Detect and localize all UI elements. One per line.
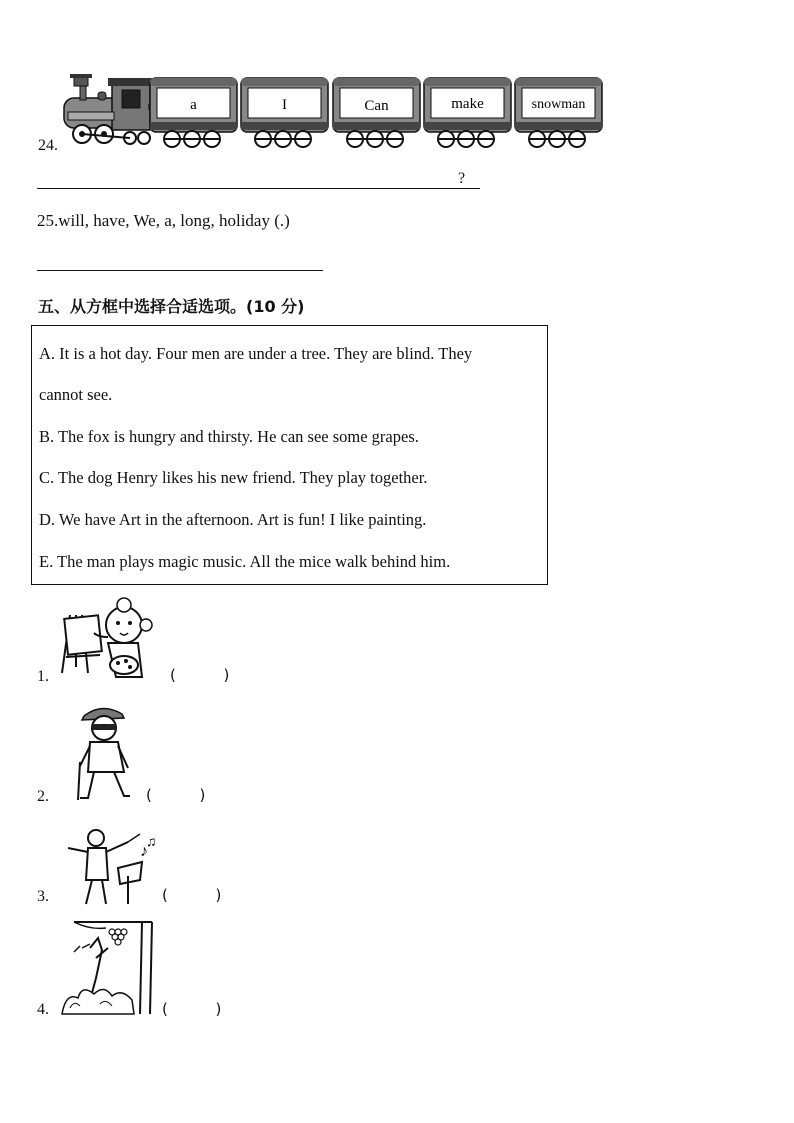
q24-question-mark: ?	[458, 170, 466, 187]
item-1-answer[interactable]: ( )	[170, 666, 230, 684]
train-car-5	[515, 78, 602, 147]
q24-answer-line[interactable]	[37, 188, 480, 189]
train-car-label: make	[451, 96, 484, 112]
train-illustration	[60, 74, 605, 150]
option-e: E. The man plays magic music. All the mice walk behind him.	[39, 552, 451, 571]
section-title: 五、从方框中选择合适选项。(10 分)	[38, 297, 305, 316]
item-3-answer[interactable]: ( )	[162, 886, 222, 904]
music-man-icon	[62, 826, 158, 906]
option-a-line2: cannot see.	[39, 385, 113, 404]
item-1-number: 1.	[37, 668, 49, 685]
blind-man-icon	[74, 702, 134, 802]
option-b: B. The fox is hungry and thirsty. He can see some grapes.	[39, 427, 419, 446]
train-car-3	[333, 78, 420, 147]
train-car-1	[150, 78, 237, 147]
options-box	[31, 325, 548, 585]
svg-text:♪: ♪	[140, 843, 148, 860]
train-car-label: snowman	[531, 97, 586, 112]
item-3-number: 3.	[37, 888, 49, 905]
fox-grapes-icon	[60, 918, 156, 1018]
q25-answer-line[interactable]	[37, 270, 323, 271]
train-car-2	[241, 78, 328, 147]
option-d: D. We have Art in the afternoon. Art is fun! I like painting.	[39, 510, 427, 529]
svg-text:♫: ♫	[146, 835, 157, 850]
train-car-label: a	[190, 97, 197, 113]
option-c: C. The dog Henry likes his new friend. They play together.	[39, 468, 428, 487]
item-2-answer[interactable]: ( )	[146, 786, 206, 804]
train-car-4	[424, 78, 511, 147]
option-a-line1: A. It is a hot day. Four men are under a tree. They are blind. They	[39, 344, 473, 363]
train-car-label: Can	[364, 98, 389, 114]
girl-painting-icon	[60, 597, 164, 681]
train-car-label: I	[282, 97, 287, 113]
item-2-number: 2.	[37, 788, 49, 805]
q24-number: 24.	[38, 137, 58, 154]
item-4-number: 4.	[37, 1001, 49, 1018]
q25-prompt: 25.will, have, We, a, long, holiday (.)	[37, 211, 290, 230]
item-4-answer[interactable]: ( )	[162, 1000, 222, 1018]
locomotive-icon	[64, 74, 156, 144]
